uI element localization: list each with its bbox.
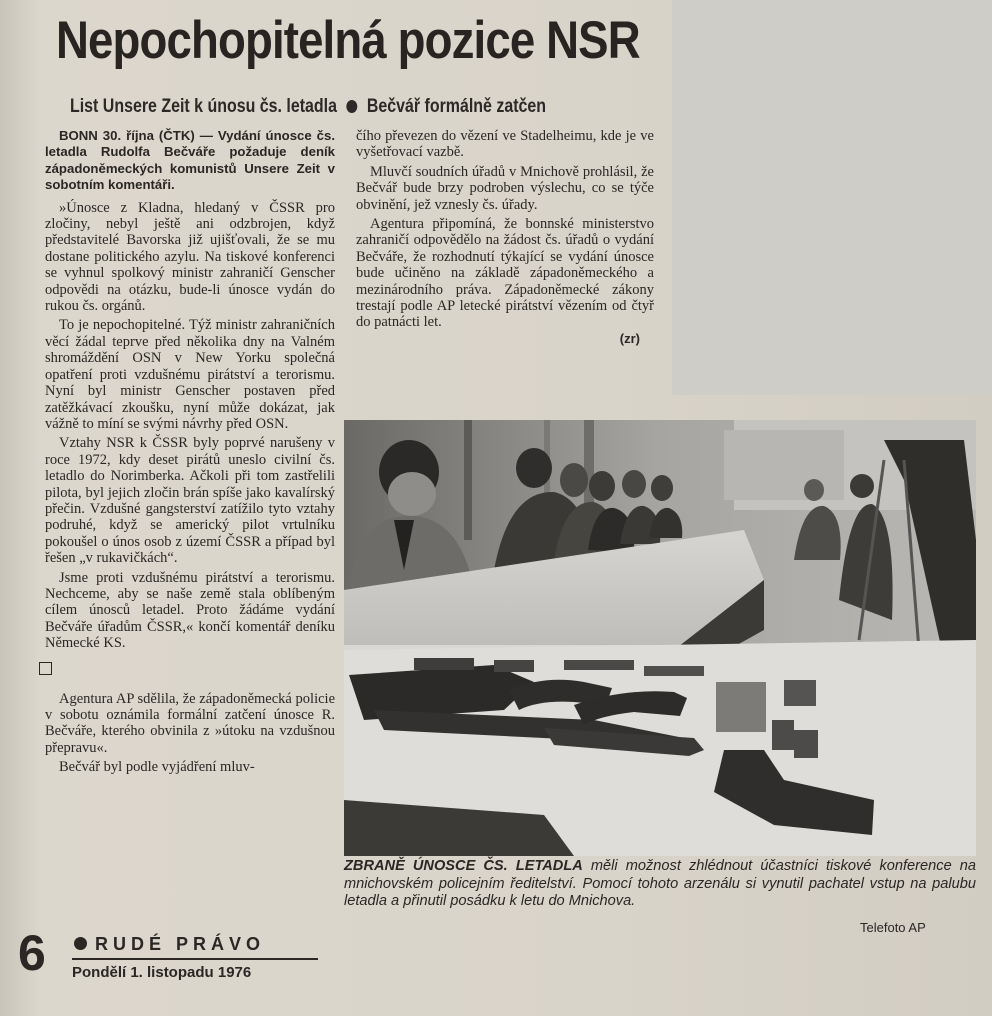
masthead (74, 934, 265, 955)
bullet-dot-icon (346, 100, 357, 113)
masthead-rule (72, 958, 318, 960)
photo-caption (344, 858, 976, 911)
lead-paragraph: BONN 30. října (ČTK) — Vydání únosce čs. letadla Rudolfa Bečváře požaduje deník západoněmeckých komunistů Unsere Zeit v sobotním komentáři. (45, 128, 335, 193)
subhead (70, 96, 658, 118)
article-paragraph: Agentura AP sdělila, že západoněmecká policie v sobotu oznámila formální zatčení únosce R. Bečváře, kterého obvinila z »útoku na vzdušnou přepravu«. (45, 690, 335, 756)
subhead-right: Bečvář formálně zatčen (366, 96, 547, 117)
article-paragraph: Mluvčí soudních úřadů v Mnichově prohlásil, že Bečvář bude brzy podroben výslechu, co se týče obvinění, jež vznesly čs. úřady. (356, 163, 654, 213)
article-paragraph: Bečvář byl podle vyjádření mluv- (59, 759, 255, 776)
headline: Nepochopitelná pozice NSR (56, 11, 640, 70)
bullet-dot-icon (74, 937, 87, 950)
article-paragraph: To je nepochopitelné. Týž ministr zahraničních věcí žádal teprve před několika dny na Valném shromáždění OSN v New Yorku společná opatření proti vzdušnému pirátství a terorismu. Nyní byl ministr Genscher postaven před zatěžkávací zkoušku, nyní může dokázat, jak vážně to míní se svými návrhy před OSN. (45, 317, 335, 432)
photo-credit: Telefoto AP (860, 920, 926, 935)
subhead-left: List Unsere Zeit k únosu čs. letadla (70, 96, 337, 117)
article-paragraph: Jsme proti vzdušnému pirátství a terorismu. Nechceme, aby se naše země stala oblíbeným cílem únosců letadel. Proto žádáme vydání Bečváře úřadům ČSSR,« končí komentář deníku Německé KS. (45, 569, 335, 652)
article-paragraph: čího převezen do vězení ve Stadelheimu, kde je ve vyšetřovací vazbě. (356, 128, 654, 161)
article-paragraph: Agentura připomíná, že bonnské ministerstvo zahraničí odpovědělo na žádost čs. úřadů o vydání Bečváře, že rozhodnutí týkající se vydání únosce bude učiněno na základě západoněmeckého a mezinárodního práva. Západoněmecké zákony trestají podle AP letecké pirátství vězením od čtyř do patnácti let. (356, 216, 654, 331)
caption-lead: ZBRANĚ ÚNOSCE ČS. LETADLA (344, 858, 583, 874)
article-paragraph: »Únosce z Kladna, hledaný v ČSSR pro zločiny, nebyl ještě ani odzbrojen, když představitelé Bavorska již ujišťovali, že se mu dostane politického azylu. Na tiskové konferenci se vyhnul spolkový ministr zahraničí Genscher odpovědi na otázku, bude-li únosce vydán do rukou čs. orgánů. (45, 199, 335, 315)
press-conference-photo-illustration (344, 420, 976, 856)
issue-date: Pondělí 1. listopadu 1976 (72, 964, 252, 981)
page-number: 6 (18, 925, 46, 981)
article-lead (45, 128, 335, 194)
cut-text-edge (684, 0, 834, 6)
author-signoff: (zr) (619, 330, 640, 346)
masthead-title: RUDÉ PRÁVO (95, 934, 266, 954)
caption-text: měli možnost zhlédnout účastníci tiskové konference na mnichovském policejním ředitelství. Pomocí tohoto arzenálu si vynutil pachatel vstup na palubu letadla a přinutil posádku k letu do Mnichova. (344, 858, 976, 909)
blank-corner-area (672, 0, 992, 395)
press-photo (344, 420, 976, 856)
section-separator-box-icon (39, 662, 52, 675)
article-paragraph: Vztahy NSR k ČSSR byly poprvé narušeny v roce 1972, kdy deset pirátů uneslo civilní čs. letadlo do Norimberka. Ačkoli při tom zastřelili pilota, byl jejich zločin brán spíše jako kavalírský přečin. Vzdušné gangsterství zatížilo tyto vztahy podruhé, když se americký pilot vrtulníku pokoušel o únos osob z území ČSSR a případ byl řešen „v rukavičkách“. (45, 435, 335, 567)
article-column-2 (356, 128, 654, 347)
article-column-1 (45, 128, 335, 779)
